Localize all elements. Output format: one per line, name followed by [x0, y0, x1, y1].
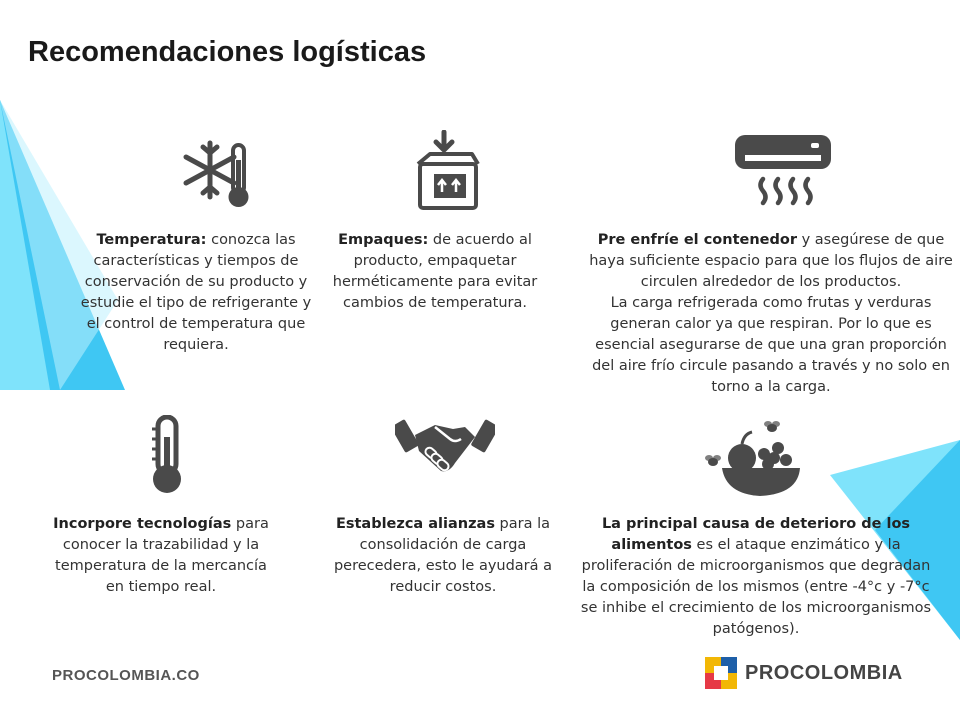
page-title: Recomendaciones logísticas	[28, 36, 427, 68]
footer-site-link[interactable]: PROCOLOMBIA.CO	[52, 667, 200, 684]
card-alianzas	[330, 514, 556, 598]
card-empaques	[330, 230, 540, 314]
card-tecnologias-text: para conocer la trazabilidad y la temperatura de la mercancía en tiempo real.	[55, 516, 269, 595]
card-empaques-text: de acuerdo al producto, empaquetar herméticamente para evitar cambios de temperatura.	[332, 232, 538, 311]
card-deterioro-text: es el ataque enzimático y la proliferación de microorganismos que degradan la composición de los mismos (entre -4°c y -7°c se inhibe el crecimiento de los microorganismos patógenos).	[580, 537, 932, 637]
card-preenfrie-title: Pre enfríe el contenedor	[597, 232, 797, 248]
procolombia-logo-icon	[705, 657, 737, 689]
package-icon	[412, 130, 482, 212]
card-deterioro	[580, 514, 932, 640]
card-temperatura-text: conozca las características y tiempos de conservación de su producto y estudie el tipo de refrigerante y el control de temperatura que requiera.	[80, 232, 312, 353]
card-alianzas-text: para la consolidación de carga perecedera, esto le ayudará a reducir costos.	[333, 516, 553, 595]
card-tecnologias	[46, 514, 276, 598]
card-temperatura-title: Temperatura:	[96, 232, 207, 248]
card-preenfrie-text-2: La carga refrigerada como frutas y verduras generan calor ya que respiran. Por lo que es esencial asegurarse de que una gran proporción del aire frío circule pasando a través y no solo en torno a la carga.	[592, 295, 950, 395]
air-conditioner-icon	[733, 133, 833, 208]
thermometer-icon	[148, 415, 188, 495]
card-empaques-title: Empaques:	[338, 232, 429, 248]
handshake-icon	[395, 413, 495, 483]
card-preenfrie-text: y asegúrese de que haya suficiente espacio para que los flujos de aire circulen alrededor de los productos.	[589, 232, 953, 290]
card-deterioro-title: La principal causa de deterioro de los alimentos	[601, 516, 911, 553]
procolombia-logo-text: PROCOLOMBIA	[745, 661, 903, 684]
fruit-basket-icon	[700, 418, 805, 498]
snowflake-thermometer-icon	[180, 135, 260, 215]
card-preenfrie	[588, 230, 954, 398]
procolombia-logo	[705, 657, 903, 689]
card-temperatura	[78, 230, 314, 356]
card-alianzas-title: Establezca alianzas	[335, 516, 495, 532]
card-tecnologias-title: Incorpore tecnologías	[53, 516, 232, 532]
